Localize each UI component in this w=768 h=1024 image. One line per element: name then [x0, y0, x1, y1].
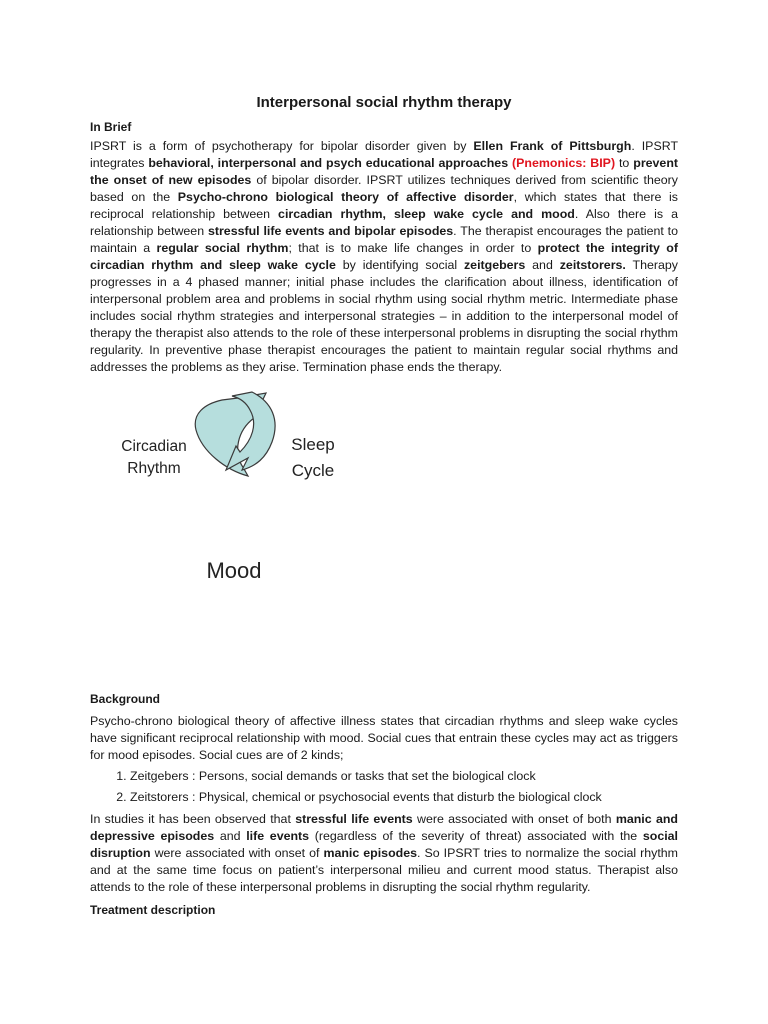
circadian-rhythm-label: Circadian Rhythm — [121, 438, 187, 477]
studies-paragraph: In studies it has been observed that stressful life events were associated with onset of both manic and depressive episodes and life events (regardless of the severity of threat) associated with the social disruption were associated with onset of manic episodes. So IPSRT tries to normalize the social rhythm and at the same time focus on patient’s interpersonal milieu and current mood status. Therapist also attends to the role of these interpersonal problems in disrupting the social rhythm regularity. — [90, 812, 678, 894]
list-item: 2. Zeitstorers : Physical, chemical or psychosocial events that disturb the biological clock — [130, 789, 718, 810]
social-cues-list — [90, 768, 718, 810]
in-brief-heading: In Brief — [90, 120, 132, 134]
list-item: 1. Zeitgebers : Persons, social demands or tasks that set the biological clock — [130, 768, 718, 789]
background-intro: Psycho-chrono biological theory of affective illness states that circadian rhythms and sleep wake cycles have significant reciprocal relationship with mood. Social cues that entrain these cycles may act as triggers for mood episodes. Social cues are of 2 kinds; — [90, 714, 678, 762]
curved-arrow-icon — [226, 392, 275, 470]
page-title: Interpersonal social rhythm therapy — [256, 94, 512, 111]
mood-label: Mood — [206, 558, 262, 583]
treatment-heading: Treatment description — [90, 903, 216, 917]
background-heading: Background — [90, 692, 161, 706]
curved-arrow-icon — [195, 393, 266, 476]
brief-paragraph: IPSRT is a form of psychotherapy for bipolar disorder given by Ellen Frank of Pittsburgh. IPSRT integrates behavioral, interpersonal and psych educational approaches (Pnemonics: BIP) to prevent the onset of new episodes of bipolar disorder. IPSRT utilizes techniques derived from scientific theory based on the Psycho-chrono biological theory of affective disorder, which states that there is reciprocal relationship between circadian rhythm, sleep wake cycle and mood. Also there is a relationship between stressful life events and bipolar episodes. The therapist encourages the patient to maintain a regular social rhythm; that is to make life changes in order to protect the integrity of circadian rhythm and sleep wake cycle by identifying social zeitgebers and zeitstorers. Therapy progresses in a 4 phased manner; initial phase includes the clarification about illness, identification of interpersonal problem area and problems in social rhythm using social rhythm metric. Intermediate phase includes social rhythm strategies and interpersonal strategies – in addition to the interpersonal model of therapy the therapist also attends to the role of these interpersonal problems in disrupting the social rhythm regularity. In preventive phase therapist encourages the patient to maintain regular social rhythms and addresses the problems as they arise. Termination phase ends the therapy. — [90, 139, 679, 374]
sleep-cycle-label: Sleep Cycle — [291, 435, 335, 480]
